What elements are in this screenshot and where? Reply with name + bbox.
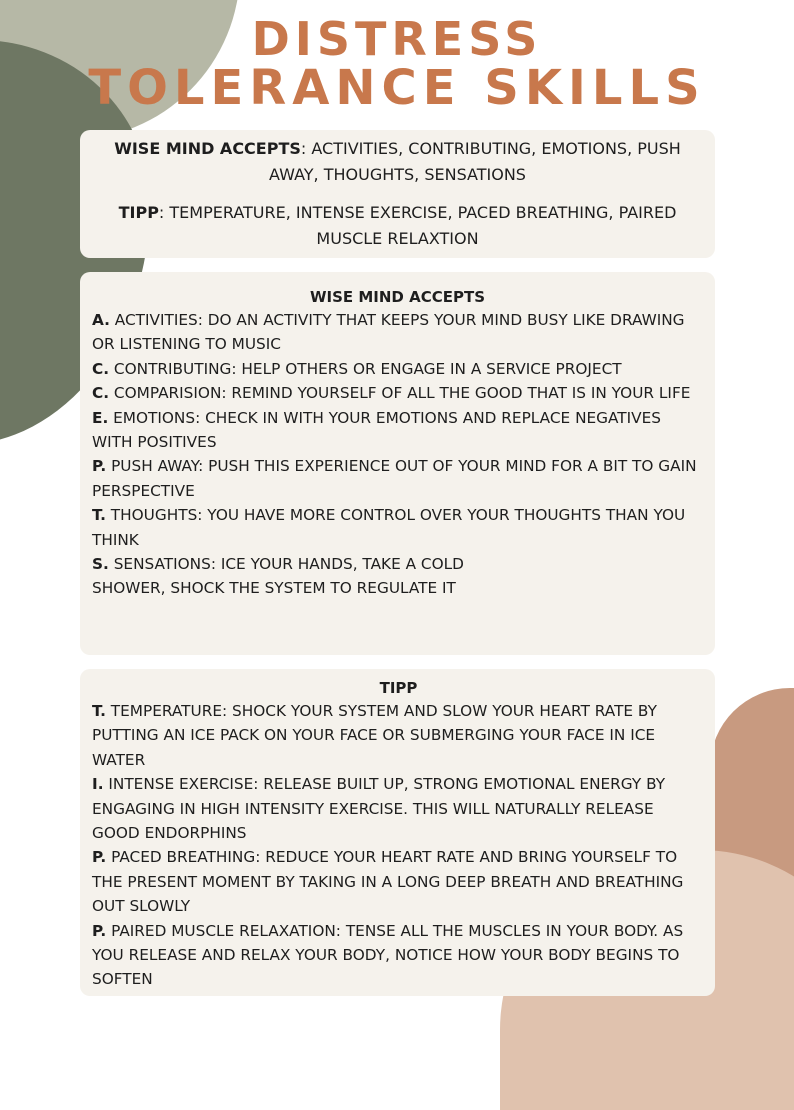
tipp-heading: TIPP: [379, 679, 418, 697]
tipp-item: [92, 845, 705, 918]
item-text: COMPARISION: REMIND YOURSELF OF ALL THE GOOD THAT IS IN YOUR LIFE: [109, 384, 691, 403]
accepts-item: [92, 503, 703, 552]
item-letter: T.: [92, 702, 106, 720]
item-text: ACTIVITIES: DO AN ACTIVITY THAT KEEPS YOUR MIND BUSY LIKE DRAWING OR LISTENING TO MUSIC: [92, 311, 685, 354]
item-letter: P.: [92, 457, 107, 476]
item-letter: T.: [92, 506, 106, 525]
tipp-card: [80, 669, 715, 996]
accepts-item: [92, 406, 703, 455]
accepts-item: [92, 357, 703, 381]
item-text: PAIRED MUSCLE RELAXATION: TENSE ALL THE MUSCLES IN YOUR BODY. AS YOU RELEASE AND RELAX YOUR BODY, NOTICE HOW YOUR BODY BEGINS TO SOFTEN: [92, 921, 684, 989]
item-text: TEMPERATURE: SHOCK YOUR SYSTEM AND SLOW YOUR HEART RATE BY PUTTING AN ICE PACK ON YOUR FACE OR SUBMERGING YOUR FACE IN ICE WATER: [92, 702, 657, 769]
tipp-item: [92, 772, 705, 845]
accepts-item: [92, 552, 703, 601]
item-text: PUSH AWAY: PUSH THIS EXPERIENCE OUT OF YOUR MIND FOR A BIT TO GAIN PERSPECTIVE: [92, 457, 697, 500]
accepts-heading: WISE MIND ACCEPTS: [309, 288, 486, 306]
item-letter: A.: [92, 311, 110, 329]
summary-accepts-label: WISE MIND ACCEPTS: [114, 139, 301, 158]
item-text: PACED BREATHING: REDUCE YOUR HEART RATE AND BRING YOURSELF TO THE PRESENT MOMENT BY TAKING IN A LONG DEEP BREATH AND BREATHING OUT SLOWLY: [92, 848, 684, 916]
accepts-card: [80, 272, 715, 655]
tipp-item: [92, 919, 705, 992]
item-letter: E.: [92, 408, 109, 427]
item-text-continued: SHOWER, SHOCK THE SYSTEM TO REGULATE IT: [92, 579, 456, 598]
summary-card: [80, 130, 715, 258]
summary-accepts: [96, 136, 699, 188]
summary-accepts-text: : ACTIVITIES, CONTRIBUTING, EMOTIONS, PUSH AWAY, THOUGHTS, SENSATIONS: [269, 139, 681, 184]
tipp-item: [92, 699, 705, 772]
item-letter: C.: [92, 384, 110, 403]
item-text: THOUGHTS: YOU HAVE MORE CONTROL OVER YOUR THOUGHTS THAN YOU THINK: [92, 506, 686, 549]
item-text: SENSATIONS: ICE YOUR HANDS, TAKE A COLD: [108, 555, 464, 574]
summary-tipp-label: TIPP: [118, 203, 159, 222]
summary-tipp-text: : TEMPERATURE, INTENSE EXERCISE, PACED BREATHING, PAIRED MUSCLE RELAXTION: [158, 203, 677, 248]
page-title-line-1: DISTRESS: [251, 12, 543, 66]
item-text: INTENSE EXERCISE: RELEASE BUILT UP, STRONG EMOTIONAL ENERGY BY ENGAGING IN HIGH INTENSITY EXERCISE. THIS WILL NATURALLY RELEASE GOOD ENDORPHINS: [92, 775, 666, 843]
item-letter: P.: [92, 848, 107, 867]
page-title-line-2: TOLERANCE SKILLS: [88, 60, 706, 116]
item-letter: P.: [92, 921, 107, 940]
item-letter: I.: [92, 775, 104, 794]
item-text: CONTRIBUTING: HELP OTHERS OR ENGAGE IN A SERVICE PROJECT: [109, 359, 622, 378]
item-letter: C.: [92, 359, 110, 378]
item-text: EMOTIONS: CHECK IN WITH YOUR EMOTIONS AND REPLACE NEGATIVES WITH POSITIVES: [92, 408, 662, 452]
summary-tipp: [96, 200, 699, 252]
accepts-item: [92, 454, 703, 503]
accepts-item: [92, 381, 703, 405]
accepts-item: [92, 308, 703, 357]
item-letter: S.: [92, 555, 109, 574]
